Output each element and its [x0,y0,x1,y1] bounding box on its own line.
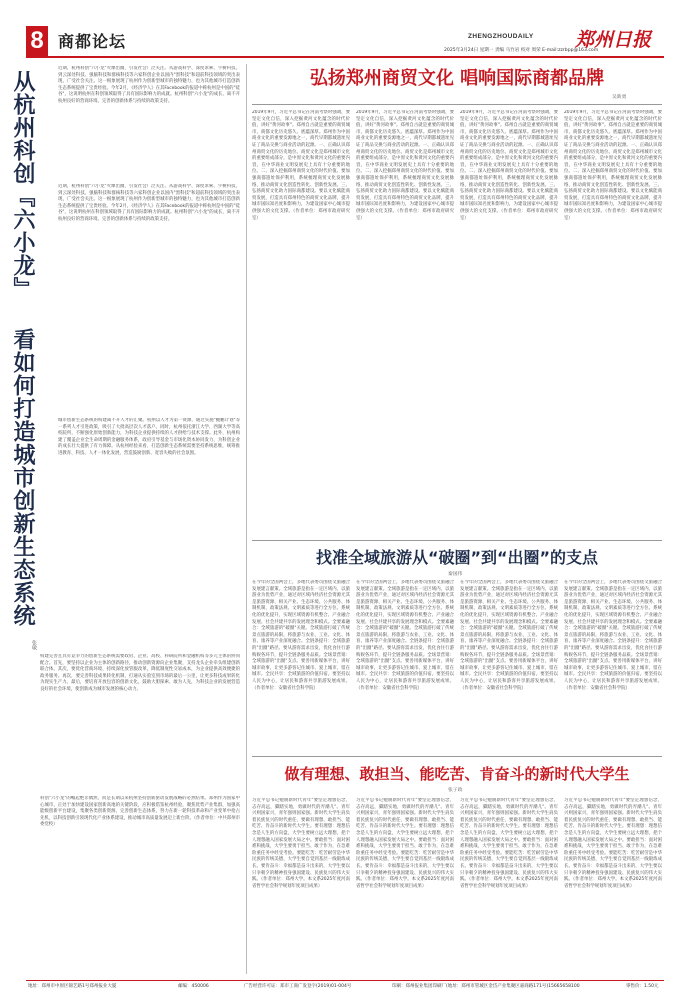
article4-author: 张子政 [448,788,463,793]
article2-title: 弘扬郑州商贸文化 唱响国际商都品牌 [309,68,605,89]
article1-title-line1: 从杭州科创『六小龙』 [10,70,35,300]
article4-col-1: 习近平总书记勉励新时代青年"要坚定理想信念，志存高远，脚踏实地，勇做时代的弄潮儿"。青年兴则国家兴，青年强则国家强。新时代大学生肩负着民族复兴的时代重任，要做有理想、敢担当、能吃苦、肯奋斗的新时代大学生。要有理想：理想信念是人生的方向盘，大学生要树立远大理想，把个人理想融入国家发展大局之中。要敢担当：面对困难和挑战，大学生要勇于担当、敢于作为，在急难险重任务中经受考验。要能吃苦：吃苦耐劳是中华民族的传统美德，大学生要自觉到基层一线锻炼成长。要肯奋斗：幸福都是奋斗出来的，大学生要以只争朝夕的精神投身强国建设、民族复兴的伟大实践。（作者单位：郑州大学。本文系2025年度河南省哲学社会科学规划年度项目成果） [252,798,350,889]
article3-col-1: 在今年的全国两会上，多地代表委员围绕文旅融合发展建言献策。全域旅游是指在一定区域内，以旅游业为优势产业，通过对区域内经济社会资源尤其是旅游资源、相关产业、生态环境、公共服务、体制机制、政策法规、文明素质等进行全方位、系统化的优化提升，实现区域资源有机整合、产业融合发展、社会共建共享的发展理念和模式。全要素融合：全域旅游的"破圈"关键。全域旅游打破了传统景点旅游的局限，将旅游与农业、工业、文化、体育、康养等产业深度融合。全链条提升：全域旅游的"出圈"路径。要从游客需求出发，优化食住行游购娱各环节，提升全链条服务品质。全场景营销：全域旅游的"出圈"支点。要善用新媒体平台，讲好城市故事，让更多游客记住城市、爱上城市、留在城市。全民共享：全域旅游的价值归宿。要坚持以人民为中心，让居民和游客共享旅游发展成果。（作者单位：安徽省社会科学院） [252,580,350,691]
footer-address: 地址：郑州市中原区锦艺路1号郑州报业大厦 [28,984,117,989]
footer-postcode: 邮编：450006 [178,984,209,989]
footer-rule [26,980,664,981]
article3-col-2: 在今年的全国两会上，多地代表委员围绕文旅融合发展建言献策。全域旅游是指在一定区域内，以旅游业为优势产业，通过对区域内经济社会资源尤其是旅游资源、相关产业、生态环境、公共服务、体制机制、政策法规、文明素质等进行全方位、系统化的优化提升，实现区域资源有机整合、产业融合发展、社会共建共享的发展理念和模式。全要素融合：全域旅游的"破圈"关键。全域旅游打破了传统景点旅游的局限，将旅游与农业、工业、文化、体育、康养等产业深度融合。全链条提升：全域旅游的"出圈"路径。要从游客需求出发，优化食住行游购娱各环节，提升全链条服务品质。全场景营销：全域旅游的"出圈"支点。要善用新媒体平台，讲好城市故事，让更多游客记住城市、爱上城市、留在城市。全民共享：全域旅游的价值归宿。要坚持以人民为中心，让居民和游客共享旅游发展成果。（作者单位：安徽省社会科学院） [356,580,454,691]
date-line: 2025年3月24日 星期一 责编 马竹岩 校对 周荣 E-mail:zzrbpp@163.com [444,48,599,53]
article2-col-4: 2019年9月，习近平总书记在河南考察时强调，要坚定文化自信，深入挖掘黄河文化蕴含的时代价值，讲好"黄河故事"。郑州自古就是重要的商贸城市，商都文化历史悠久、底蕴深厚。郑州作为中国商业文化的重要发源地之一，商代早期都城遗址见证了商品交换与商业活动的起源。一、正确认识郑州商贸文化的历史地位。商贸文化是郑州城市文化的重要组成部分，是中原文化和黄河文化的重要内容，在中华商业文明发展史上具有十分重要的地位。二、深入挖掘郑州商贸文化的时代价值。要加强商都遗址保护利用，系统梳理商贸文化发展脉络，推动商贸文化创造性转化、创新性发展。三、弘扬商贸文化助力国际商都建设。要以文化赋能商贸发展，打造具有郑州特色的商贸文化品牌，提升城市国际知名度和影响力，为建设国家中心城市提供强大的文化支撑。（作者单位：郑州市政府研究室） [564,110,662,221]
article1-body-1: 近期，杭州科创"六小龙"火爆出圈，引发社会广泛关注。从游戏科学、深度求索、宇树科技，到云深处科技、强脑科技和群核科技等六家科创企业以国内"黑科技"和超前科技领域的突出表现，广受社会关注。这一根象展现了杭州作为创新型城市的独特魅力，也为其他城市打造创新生态系统提供了宝贵经验。今年2月，《经济学人》在其Facebook的报道中称杭州是中国的"硅谷"，这说明杭州在科创领域取得了具有国际影响力的成就。杭州科创"六小龙"的成长，离不开杭州良好的营商环境、完善的创新体系与持续的政策支持。 [58,184,240,222]
footer-ad-license: 广告经营许可证：郑市工商广发登字(2019)01-004号 [244,984,352,989]
article2-col-1: 2019年9月，习近平总书记在河南考察时强调，要坚定文化自信，深入挖掘黄河文化蕴含的时代价值，讲好"黄河故事"。郑州自古就是重要的商贸城市，商都文化历史悠久、底蕴深厚。郑州作为中国商业文化的重要发源地之一，商代早期都城遗址见证了商品交换与商业活动的起源。一、正确认识郑州商贸文化的历史地位。商贸文化是郑州城市文化的重要组成部分，是中原文化和黄河文化的重要内容，在中华商业文明发展史上具有十分重要的地位。二、深入挖掘郑州商贸文化的时代价值。要加强商都遗址保护利用，系统梳理商贸文化发展脉络，推动商贸文化创造性转化、创新性发展。三、弘扬商贸文化助力国际商都建设。要以文化赋能商贸发展，打造具有郑州特色的商贸文化品牌，提升城市国际知名度和影响力，为建设国家中心城市提供强大的文化支撑。（作者单位：郑州市政府研究室） [252,110,350,221]
article2-bottom-rule [252,540,662,541]
article2-title-rule [252,104,662,105]
article1-body-3: 构建完善且具有竞争力的创新生态系统需要政府、企业、高校、科研院所和金融机构等多元主体的协同配合。首先，要坚持以企业为主体的创新路径，推动创新资源向企业集聚，支持龙头企业牵头组建创新联合体。其次，要优化营商环境，持续深化放管服改革，降低制度性交易成本，为企业提供高效便捷的政务服务。再次，要完善科技成果转化机制，打通从实验室到市场的最后一公里，让更多科技成果转化为现实生产力。最后，要培育开放包容的创新文化，鼓励大胆探索、敢为人先，为科技企业的发展营造良好的社会环境，使创新成为城市发展的核心动力。 [40,654,240,692]
column-divider [246,64,247,974]
paper-latin-name: ZHENGZHOUDAILY [468,33,534,40]
footer-price: 零售价：1.50元 [626,984,659,989]
article4-title: 做有理想、敢担当、能吃苦、肯奋斗的新时代大学生 [284,765,630,783]
article3-author: 秦国伟 [448,572,463,577]
article4-col-2: 习近平总书记勉励新时代青年"要坚定理想信念，志存高远，脚踏实地，勇做时代的弄潮儿"。青年兴则国家兴，青年强则国家强。新时代大学生肩负着民族复兴的时代重任，要做有理想、敢担当、能吃苦、肯奋斗的新时代大学生。要有理想：理想信念是人生的方向盘，大学生要树立远大理想，把个人理想融入国家发展大局之中。要敢担当：面对困难和挑战，大学生要勇于担当、敢于作为，在急难险重任务中经受考验。要能吃苦：吃苦耐劳是中华民族的传统美德，大学生要自觉到基层一线锻炼成长。要肯奋斗：幸福都是奋斗出来的，大学生要以只争朝夕的精神投身强国建设、民族复兴的伟大实践。（作者单位：郑州大学。本文系2025年度河南省哲学社会科学规划年度项目成果） [356,798,454,889]
article2-col-3: 2019年9月，习近平总书记在河南考察时强调，要坚定文化自信，深入挖掘黄河文化蕴含的时代价值，讲好"黄河故事"。郑州自古就是重要的商贸城市，商都文化历史悠久、底蕴深厚。郑州作为中国商业文化的重要发源地之一，商代早期都城遗址见证了商品交换与商业活动的起源。一、正确认识郑州商贸文化的历史地位。商贸文化是郑州城市文化的重要组成部分，是中原文化和黄河文化的重要内容，在中华商业文明发展史上具有十分重要的地位。二、深入挖掘郑州商贸文化的时代价值。要加强商都遗址保护利用，系统梳理商贸文化发展脉络，推动商贸文化创造性转化、创新性发展。三、弘扬商贸文化助力国际商都建设。要以文化赋能商贸发展，打造具有郑州特色的商贸文化品牌，提升城市国际知名度和影响力，为建设国家中心城市提供强大的文化支撑。（作者单位：郑州市政府研究室） [460,110,558,221]
article1-title-line2: 看如何打造城市创新生态系统 [10,328,35,627]
page-number: 8 [30,27,44,54]
article1-intro: 近期，杭州科创"六小龙"火爆出圈，引发社会广泛关注。从游戏科学、深度求索、宇树科技，到云深处科技、强脑科技和群核科技等六家科创企业以国内"黑科技"和超前科技领域的突出表现，广受社会关注。这一根象展现了杭州作为创新型城市的独特魅力，也为其他城市打造创新生态系统提供了宝贵经验。今年2月，《经济学人》在其Facebook的报道中称杭州是中国的"硅谷"，这说明杭州在科创领域取得了具有国际影响力的成就。杭州科创"六小龙"的成长，离不开杭州良好的营商环境、完善的创新体系与持续的政策支持。 [58,66,240,104]
article3-col-4: 在今年的全国两会上，多地代表委员围绕文旅融合发展建言献策。全域旅游是指在一定区域内，以旅游业为优势产业，通过对区域内经济社会资源尤其是旅游资源、相关产业、生态环境、公共服务、体制机制、政策法规、文明素质等进行全方位、系统化的优化提升，实现区域资源有机整合、产业融合发展、社会共建共享的发展理念和模式。全要素融合：全域旅游的"破圈"关键。全域旅游打破了传统景点旅游的局限，将旅游与农业、工业、文化、体育、康养等产业深度融合。全链条提升：全域旅游的"出圈"路径。要从游客需求出发，优化食住行游购娱各环节，提升全链条服务品质。全场景营销：全域旅游的"出圈"支点。要善用新媒体平台，讲好城市故事，让更多游客记住城市、爱上城市、留在城市。全民共享：全域旅游的价值归宿。要坚持以人民为中心，让居民和游客共享旅游发展成果。（作者单位：安徽省社会科学院） [564,580,662,691]
article3-title: 找准全域旅游从“破圈”到“出圈”的支点 [315,548,599,567]
article3-col-3: 在今年的全国两会上，多地代表委员围绕文旅融合发展建言献策。全域旅游是指在一定区域内，以旅游业为优势产业，通过对区域内经济社会资源尤其是旅游资源、相关产业、生态环境、公共服务、体制机制、政策法规、文明素质等进行全方位、系统化的优化提升，实现区域资源有机整合、产业融合发展、社会共建共享的发展理念和模式。全要素融合：全域旅游的"破圈"关键。全域旅游打破了传统景点旅游的局限，将旅游与农业、工业、文化、体育、康养等产业深度融合。全链条提升：全域旅游的"出圈"路径。要从游客需求出发，优化食住行游购娱各环节，提升全链条服务品质。全场景营销：全域旅游的"出圈"支点。要善用新媒体平台，讲好城市故事，让更多游客记住城市、爱上城市、留在城市。全民共享：全域旅游的价值归宿。要坚持以人民为中心，让居民和游客共享旅游发展成果。（作者单位：安徽省社会科学院） [460,580,558,691]
article4-col-4: 习近平总书记勉励新时代青年"要坚定理想信念，志存高远，脚踏实地，勇做时代的弄潮儿"。青年兴则国家兴，青年强则国家强。新时代大学生肩负着民族复兴的时代重任，要做有理想、敢担当、能吃苦、肯奋斗的新时代大学生。要有理想：理想信念是人生的方向盘，大学生要树立远大理想，把个人理想融入国家发展大局之中。要敢担当：面对困难和挑战，大学生要勇于担当、敢于作为，在急难险重任务中经受考验。要能吃苦：吃苦耐劳是中华民族的传统美德，大学生要自觉到基层一线锻炼成长。要肯奋斗：幸福都是奋斗出来的，大学生要以只争朝夕的精神投身强国建设、民族复兴的伟大实践。（作者单位：郑州大学。本文系2025年度河南省哲学社会科学规划年度项目成果） [564,798,662,889]
paper-logo: 郑州日报 [575,29,652,51]
article1-body-4: 科创"六小龙"的崛起绝非偶然，而是长期以来杭州坚持创新驱动发展战略的必然结果。郑州作为国家中心城市，正处于加快建设国家创新高地的关键阶段，应积极借鉴杭州经验，聚焦优势产业集群，加强高能级创新平台建设，集聚各类创新资源，完善创新生态体系，努力在新一轮科技革命和产业变革中抢占先机，以科技创新引领现代化产业体系建设，推动城市高质量发展迈上新台阶。（作者单位：中共郑州市委党校） [40,796,240,828]
masthead-rule [26,56,664,58]
article4-col-3: 习近平总书记勉励新时代青年"要坚定理想信念，志存高远，脚踏实地，勇做时代的弄潮儿"。青年兴则国家兴，青年强则国家强。新时代大学生肩负着民族复兴的时代重任，要做有理想、敢担当、能吃苦、肯奋斗的新时代大学生。要有理想：理想信念是人生的方向盘，大学生要树立远大理想，把个人理想融入国家发展大局之中。要敢担当：面对困难和挑战，大学生要勇于担当、敢于作为，在急难险重任务中经受考验。要能吃苦：吃苦耐劳是中华民族的传统美德，大学生要自觉到基层一线锻炼成长。要肯奋斗：幸福都是奋斗出来的，大学生要以只争朝夕的精神投身强国建设、民族复兴的伟大实践。（作者单位：郑州大学。本文系2025年度河南省哲学社会科学规划年度项目成果） [460,798,558,889]
article3-bottom-rule [252,756,662,757]
section-title: 商都论坛 [58,32,127,51]
article2-col-2: 2019年9月，习近平总书记在河南考察时强调，要坚定文化自信，深入挖掘黄河文化蕴含的时代价值，讲好"黄河故事"。郑州自古就是重要的商贸城市，商都文化历史悠久、底蕴深厚。郑州作为中国商业文化的重要发源地之一，商代早期都城遗址见证了商品交换与商业活动的起源。一、正确认识郑州商贸文化的历史地位。商贸文化是郑州城市文化的重要组成部分，是中原文化和黄河文化的重要内容，在中华商业文明发展史上具有十分重要的地位。二、深入挖掘郑州商贸文化的时代价值。要加强商都遗址保护利用，系统梳理商贸文化发展脉络，推动商贸文化创造性转化、创新性发展。三、弘扬商贸文化助力国际商都建设。要以文化赋能商贸发展，打造具有郑州特色的商贸文化品牌，提升城市国际知名度和影响力，为建设国家中心城市提供强大的文化支撑。（作者单位：郑州市政府研究室） [356,110,454,221]
article2-author: 吴新勇 [612,95,627,100]
article1-author: 张敏 [31,640,37,650]
article1-body-2: 城市创新生态系统的构建离不开人才的汇聚。杭州以人才为第一资源，通过实施"鲲鹏计划"等一系列人才引进政策，吸引了大批高层次人才落户。同时，杭州依托浙江大学、西湖大学等高校院所，不断强化原始创新能力，为科技企业提供持续的人才供给与技术支撑。此外，杭州构建了覆盖企业全生命周期的金融服务体系，政府引导基金与市场化资本协同发力，为科创企业的成长壮大提供了有力保障。从杭州经验来看，打造创新生态系统需要坚持系统思维，统筹推进教育、科技、人才一体化发展，营造鼓励创新、宽容失败的社会氛围。 [58,418,240,456]
footer-printer: 印刷：郑州报业集团印刷厂(地址：郑州市管城区金岱产业集聚区嘉商路171号)15665658100 [392,984,580,989]
